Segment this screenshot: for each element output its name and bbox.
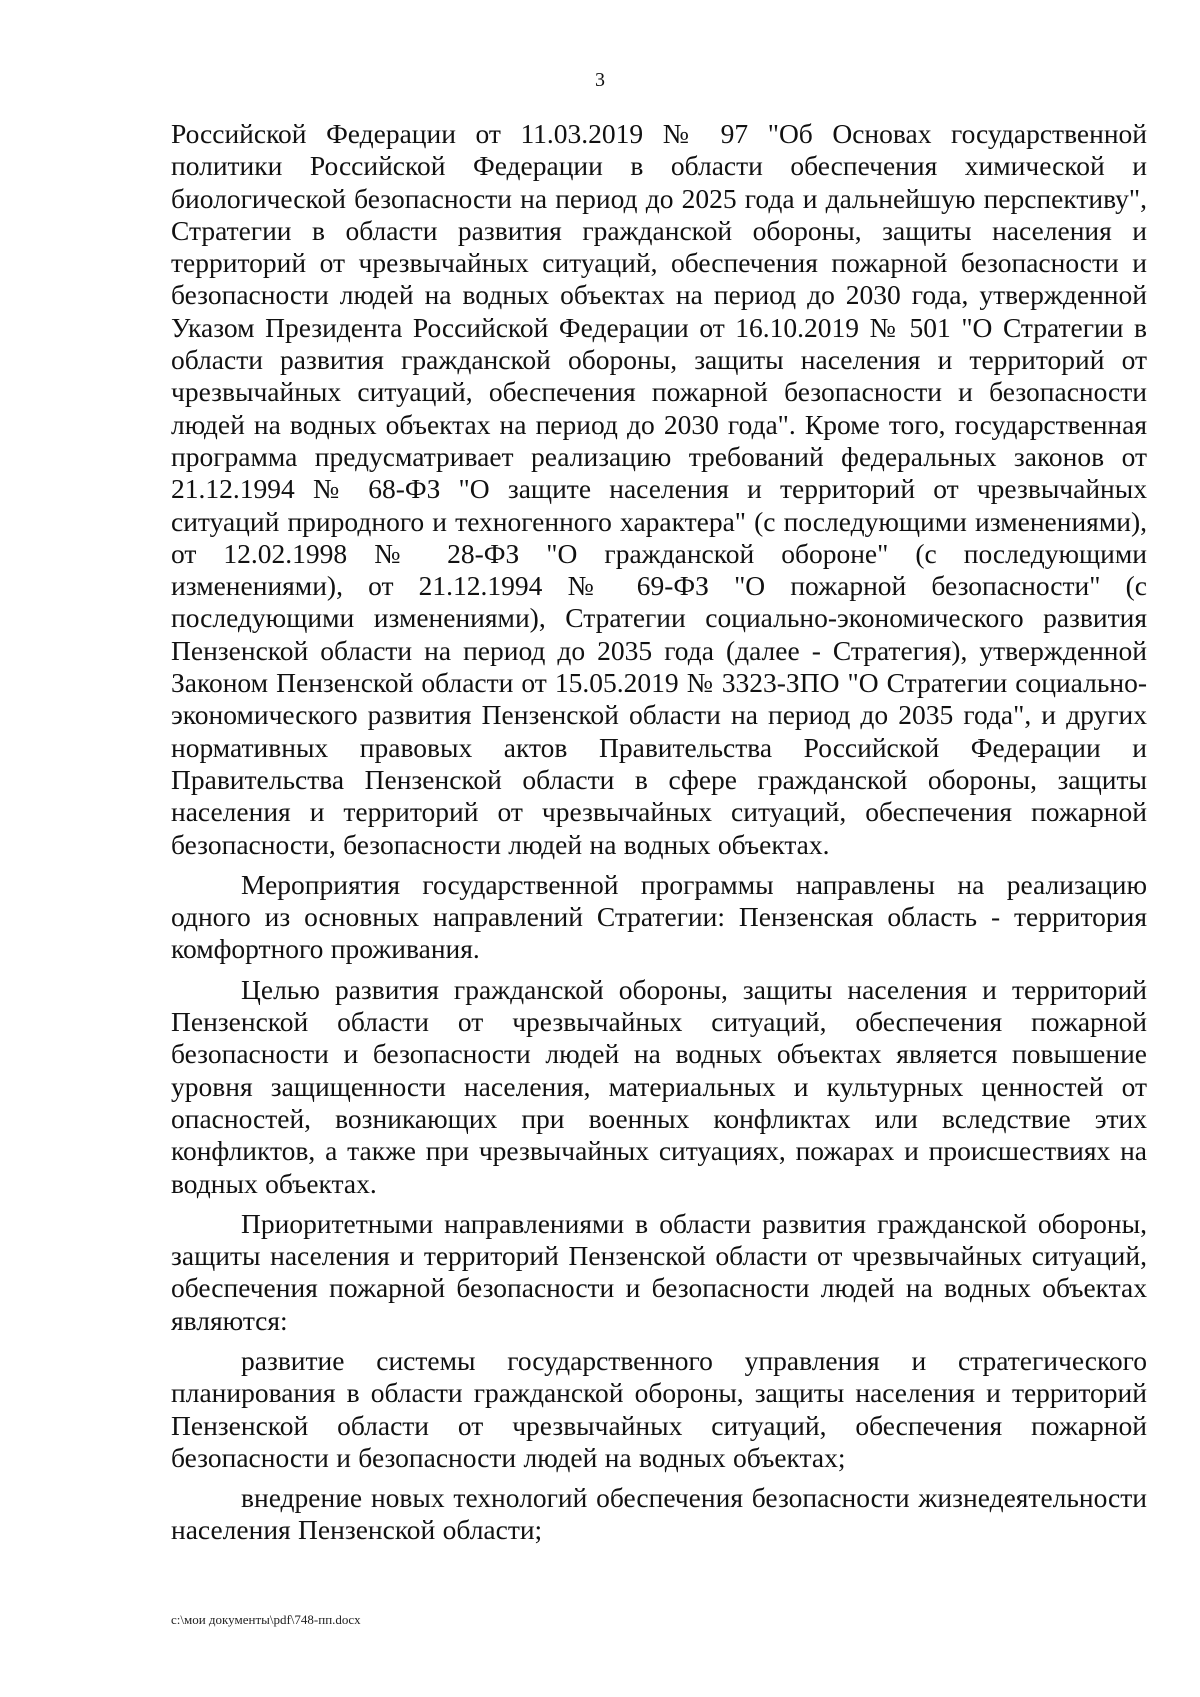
list-item-governance: развитие системы государственного управления и стратегического планирования в области гражданской обороны, защиты населения и территорий Пензенской области от чрезвычайных ситуаций, обеспечения пожарной безопасности и безопасности людей на водных объектах; [171,1344,1147,1473]
paragraph-measures: Мероприятия государственной программы направлены на реализацию одного из основных направлений Стратегии: Пензенская область - территория комфортного проживания. [171,868,1147,965]
paragraph-priorities: Приоритетными направлениями в области развития гражданской обороны, защиты населения и территорий Пензенской области от чрезвычайных ситуаций, обеспечения пожарной безопасности и безопасности людей на водных объектах являются: [171,1207,1147,1336]
document-body [171,118,1147,1547]
list-item-technologies: внедрение новых технологий обеспечения безопасности жизнедеятельности населения Пензенской области; [171,1482,1147,1546]
paragraph-goal: Целью развития гражданской обороны, защиты населения и территорий Пензенской области от чрезвычайных ситуаций, обеспечения пожарной безопасности и безопасности людей на водных объектах является повышение уровня защищенности населения, материальных и культурных ценностей от опасностей, возникающих при военных конфликтах или вследствие этих конфликтов, а также при чрезвычайных ситуациях, пожарах и происшествиях на водных объектах. [171,973,1147,1199]
footer-file-path: c:\мои документы\pdf\748-пп.docx [171,1612,361,1627]
paragraph-continuation: Российской Федерации от 11.03.2019 № 97 "Об Основах государственной политики Российской Федерации в области обеспечения химической и биологической безопасности на период до 2025 года и дальнейшую перспективу", Стратегии в области развития гражданской обороны, защиты населения и территорий от чрезвычайных ситуаций, обеспечения пожарной безопасности и безопасности людей на водных объектах на период до 2030 года, утвержденной Указом Президента Российской Федерации от 16.10.2019 № 501 "О Стратегии в области развития гражданской обороны, защиты населения и территорий от чрезвычайных ситуаций, обеспечения пожарной безопасности и безопасности людей на водных объектах на период до 2030 года". Кроме того, государственная программа предусматривает реализацию требований федеральных законов от 21.12.1994 № 68-ФЗ "О защите населения и территорий от чрезвычайных ситуаций природного и техногенного характера" (с последующими изменениями), от 12.02.1998 № 28-ФЗ "О гражданской обороне" (с последующими изменениями), от 21.12.1994 № 69-ФЗ "О пожарной безопасности" (с последующими изменениями), Стратегии социально-экономического развития Пензенской области на период до 2035 года (далее - Стратегия), утвержденной Законом Пензенской области от 15.05.2019 № 3323-ЗПО "О Стратегии социально-экономического развития Пензенской области на период до 2035 года", и других нормативных правовых актов Правительства Российской Федерации и Правительства Пензенской области в сфере гражданской обороны, защиты населения и территорий от чрезвычайных ситуаций, обеспечения пожарной безопасности, безопасности людей на водных объектах. [171,118,1147,860]
page-number: 3 [595,69,605,91]
